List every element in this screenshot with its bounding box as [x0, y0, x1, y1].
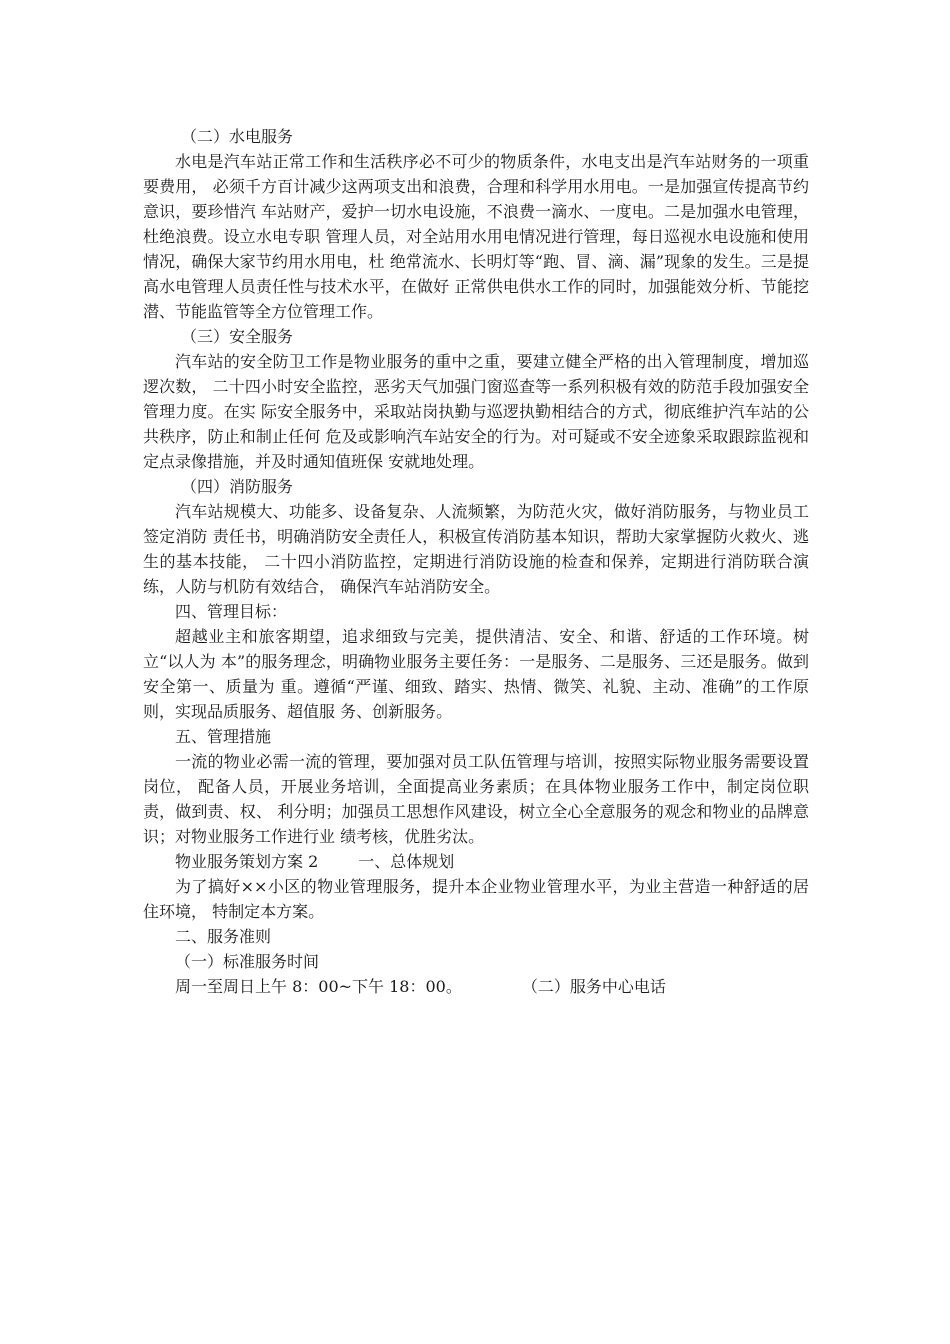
section-heading-measures: 五、管理措施	[175, 727, 272, 746]
paragraph-goal: 超越业主和旅客期望，追求细致与完美，提供清洁、安全、和谐、舒适的工作环境。树立“以人为 本”的服务理念，明确物业服务主要任务：一是服务、二是服务、三还是服务。做到安全第一、质量为 重。遵循“严谨、细致、踏实、热情、微笑、礼貌、主动、准确”的工作原则，实现品质服务、超值服 务、创新服务。	[143, 627, 809, 721]
service-time-text: 周一至周日上午 8：00~下午 18：00。	[175, 977, 462, 996]
service-phone-heading: （二）服务中心电话	[521, 977, 666, 996]
section-heading-fire: （四）消防服务	[181, 477, 294, 496]
paragraph-fire: 汽车站规模大、功能多、设备复杂、人流频繁，为防范火灾，做好消防服务，与物业员工签定消防 责任书，明确消防安全责任人，积极宣传消防基本知识，帮助大家掌握防火救火、逃生的基本技能， 二十四小消防监控，定期进行消防设施的检查和保养，定期进行消防联合演练，人防与机防有效结合， 确保汽车站消防安全。	[143, 502, 809, 596]
section-heading-water-electric: （二）水电服务	[181, 127, 294, 146]
plan2-heading-line	[143, 849, 809, 874]
plan2-overall-heading: 一、总体规划	[358, 852, 455, 871]
section-heading-service-time: （一）标准服务时间	[175, 952, 320, 971]
section-heading-goal: 四、管理目标：	[175, 602, 288, 621]
paragraph-security: 汽车站的安全防卫工作是物业服务的重中之重，要建立健全严格的出入管理制度，增加巡逻次数， 二十四小时安全监控，恶劣天气加强门窗巡查等一系列积极有效的防范手段加强安全管理力度。在实 际安全服务中，采取站岗执勤与巡逻执勤相结合的方式，彻底维护汽车站的公共秩序，防止和制止任何 危及或影响汽车站安全的行为。对可疑或不安全迹象采取跟踪监视和定点录像措施，并及时通知值班保 安就地处理。	[143, 352, 809, 471]
section-heading-principles: 二、服务准则	[175, 927, 272, 946]
section-heading-security: （三）安全服务	[181, 327, 294, 346]
paragraph-plan2-intro: 为了搞好××小区的物业管理服务，提升本企业物业管理水平，为业主营造一种舒适的居住环境， 特制定本方案。	[143, 877, 809, 921]
plan2-title: 物业服务策划方案 2	[175, 852, 319, 871]
paragraph-water-electric: 水电是汽车站正常工作和生活秩序必不可少的物质条件，水电支出是汽车站财务的一项重要费用， 必须千方百计减少这两项支出和浪费，合理和科学用水用电。一是加强宣传提高节约意识，要珍惜汽 车站财产，爱护一切水电设施，不浪费一滴水、一度电。二是加强水电管理，杜绝浪费。设立水电专职 管理人员，对全站用水用电情况进行管理，每日巡视水电设施和使用情况，确保大家节约用水用电，杜 绝常流水、长明灯等“跑、冒、滴、漏”现象的发生。三是提高水电管理人员责任性与技术水平，在做好 正常供电供水工作的同时，加强能效分析、节能挖潜、节能监管等全方位管理工作。	[143, 152, 809, 321]
document-body	[143, 124, 809, 999]
paragraph-measures: 一流的物业必需一流的管理，要加强对员工队伍管理与培训，按照实际物业服务需要设置岗位， 配备人员，开展业务培训，全面提高业务素质；在具体物业服务工作中，制定岗位职责，做到责、权、 利分明；加强员工思想作风建设，树立全心全意服务的观念和物业的品牌意识；对物业服务工作进行业 绩考核，优胜劣汰。	[143, 752, 809, 846]
service-time-line	[143, 974, 809, 999]
